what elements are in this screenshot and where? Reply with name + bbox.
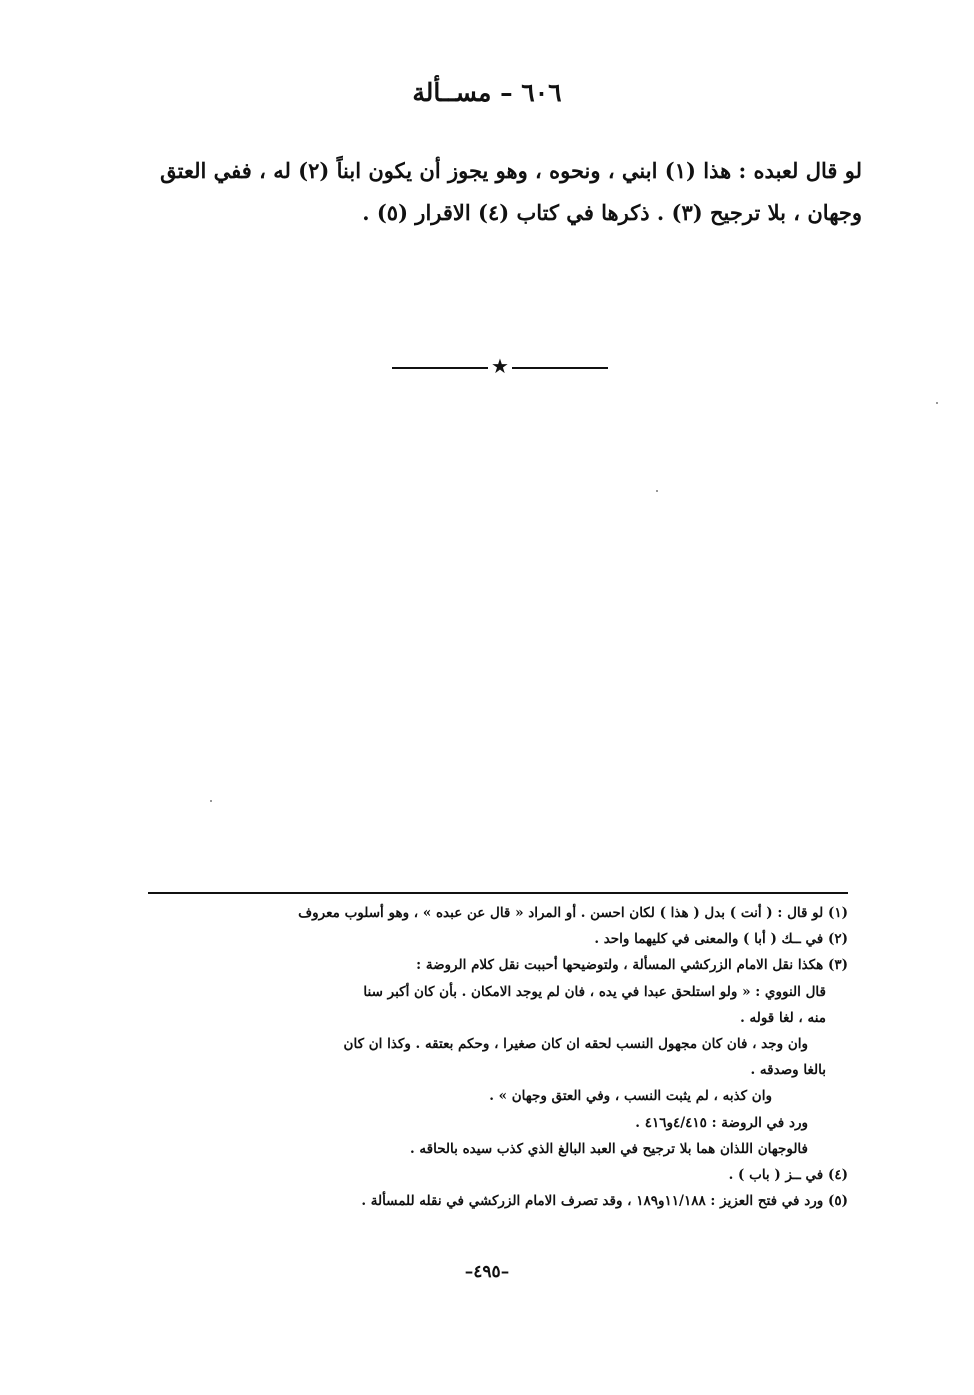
footnote-line: وان وجد ، فان كان مجهول النسب لحقه ان كان صغيرا ، وحكم بعتقه . وكذا ان كان [343,1036,808,1053]
divider-line-right [512,367,608,369]
scan-speck [210,800,212,802]
footnote-line: (٣) هكذا نقل الامام الزركشي المسألة ، ولتوضيحها أحببت نقل كلام الروضة : [416,957,848,974]
ornamental-divider [392,356,608,380]
section-heading: ٦٠٦ – مســألة [412,78,562,107]
footnote-line: (٥) ورد في فتح العزيز : ١١/١٨٨و١٨٩ ، وقد تصرف الامام الزركشي في نقله للمسألة . [361,1193,848,1210]
page-number: –٤٩٥– [464,1262,510,1282]
divider-line-left [392,367,488,369]
star-icon: ★ [491,354,509,378]
scan-speck [936,402,938,404]
footnote-line: فالوجهان اللذان هما بلا ترجيح في العبد البالغ الذي كذب سيده بالحاقه . [410,1140,808,1157]
footnote-line: بالغا وصدقه . [750,1062,826,1079]
footnote-line: (٤) في ــز ( باب ) . [728,1167,848,1184]
footnotes [146,900,848,1214]
footnote-line: قال النووي : « ولو استلحق عبدا في يده ، فان لم يوجد الامكان . بأن كان أكبر سنا [363,983,826,1000]
footnote-line: (١) لو قال : ( أنت ) بدل ( هذا ) لكان احسن . أو المراد « قال عن عبده » ، وهو أسلوب معروف [298,905,848,921]
footnote-line: وان كذبه ، لم يثبت النسب ، وفي العتق وجهان » . [489,1088,772,1105]
footnote-line: ورد في الروضة : ٤/٤١٥و٤١٦ . [635,1114,808,1131]
footnote-line: منه ، لغا قوله . [740,1009,826,1026]
footnote-separator [148,892,848,894]
scan-speck [656,490,658,492]
footnote-line: (٢) في ــك ( أبا ) والمعنى في كليهما واحد . [594,931,848,948]
main-paragraph: لو قال لعبده : هذا (١) ابني ، ونحوه ، وهو يجوز أن يكون ابناً (٢) له ، ففي العتق وجهان ، بلا ترجيح (٣) . ذكرها في كتاب (٤) الاقرار (٥) . [160,158,862,225]
